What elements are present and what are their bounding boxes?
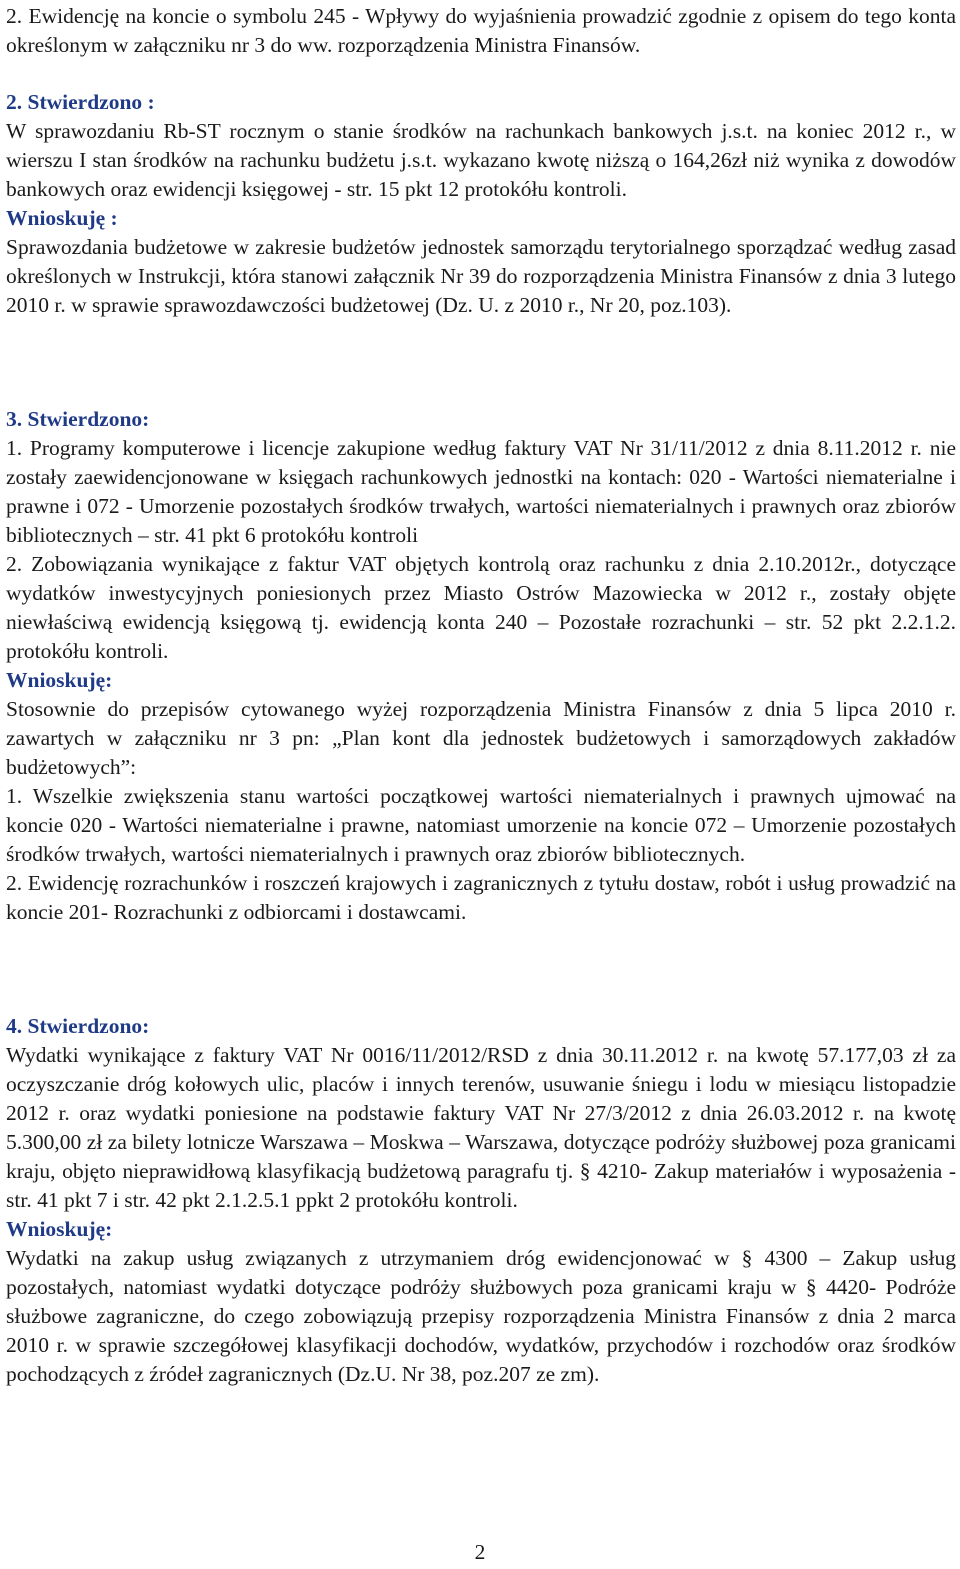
section-heading-4: 4. Stwierdzono: bbox=[6, 1014, 150, 1038]
conclusion-heading: Wnioskuję : bbox=[6, 206, 118, 230]
conclusion-heading: Wnioskuję: bbox=[6, 1217, 113, 1241]
finding-text: W sprawozdaniu Rb-ST rocznym o stanie środków na rachunkach bankowych j.s.t. na koniec 2012 r., w wierszu I stan środków na rachunku budżetu j.s.t. wykazano kwotę niższą o 164,26zł niż wynika z dowodów bankowych oraz ewidencji księgowej - str. 15 pkt 12 protokółu kontroli. bbox=[6, 119, 956, 201]
finding-text: Wydatki wynikające z faktury VAT Nr 0016/11/2012/RSD z dnia 30.11.2012 r. na kwotę 57.177,03 zł za oczyszczanie dróg kołowych ulic, placów i innych terenów, usuwanie śniegu i lodu w miesiącu listopadzie 2012 r. oraz wydatki poniesione na podstawie faktury VAT Nr 27/3/2012 z dnia 26.03.2012 r. na kwotę 5.300,00 zł za bilety lotnicze Warszawa – Moskwa – Warszawa, dotyczące podróży służbowej poza granicami kraju, objęto nieprawidłową klasyfikacją budżetową paragrafu tj. § 4210- Zakup materiałów i wyposażenia - str. 41 pkt 7 i str. 42 pkt 2.1.2.5.1 ppkt 2 protokółu kontroli. bbox=[6, 1043, 956, 1212]
section-3 bbox=[6, 405, 956, 927]
recommendation-2: 2. Ewidencję rozrachunków i roszczeń krajowych i zagranicznych z tytułu dostaw, robót i usług prowadzić na koncie 201- Rozrachunki z odbiorcami i dostawcami. bbox=[6, 871, 956, 924]
section-2 bbox=[6, 88, 956, 320]
section-1-continuation bbox=[6, 2, 956, 60]
section-heading-2: 2. Stwierdzono : bbox=[6, 90, 155, 114]
finding-item-2: 2. Zobowiązania wynikające z faktur VAT objętych kontrolą oraz rachunku z dnia 2.10.2012r., dotyczące wydatków inwestycyjnych poniesionych przez Miasto Ostrów Mazowiecka w 2012 r., zostały objęte niewłaściwą ewidencją księgową tj. ewidencją konta 240 – Pozostałe rozrachunki – str. 52 pkt 2.2.1.2. protokółu kontroli. bbox=[6, 552, 956, 663]
recommendation-2-account-245: 2. Ewidencję na koncie o symbolu 245 - Wpływy do wyjaśnienia prowadzić zgodnie z opisem do tego konta określonym w załączniku nr 3 do ww. rozporządzenia Ministra Finansów. bbox=[6, 4, 956, 57]
conclusion-text: Sprawozdania budżetowe w zakresie budżetów jednostek samorządu terytorialnego sporządzać według zasad określonych w Instrukcji, która stanowi załącznik Nr 39 do rozporządzenia Ministra Finansów z dnia 3 lutego 2010 r. w sprawie sprawozdawczości budżetowej (Dz. U. z 2010 r., Nr 20, poz.103). bbox=[6, 235, 956, 317]
section-heading-3: 3. Stwierdzono: bbox=[6, 407, 150, 431]
section-4 bbox=[6, 1012, 956, 1389]
finding-item-1: 1. Programy komputerowe i licencje zakupione według faktury VAT Nr 31/11/2012 z dnia 8.11.2012 r. nie zostały zaewidencjonowane w księgach rachunkowych jednostki na kontach: 020 - Wartości niematerialne i prawne i 072 - Umorzenie pozostałych środków trwałych, wartości niematerialnych i prawnych oraz zbiorów bibliotecznych – str. 41 pkt 6 protokółu kontroli bbox=[6, 436, 956, 547]
conclusion-intro: Stosownie do przepisów cytowanego wyżej rozporządzenia Ministra Finansów z dnia 5 lipca 2010 r. zawartych w załączniku nr 3 pn: „Plan kont dla jednostek budżetowych i samorządowych zakładów budżetowych”: bbox=[6, 697, 956, 779]
conclusion-heading: Wnioskuję: bbox=[6, 668, 113, 692]
page-number: 2 bbox=[474, 1540, 486, 1564]
conclusion-text: Wydatki na zakup usług związanych z utrzymaniem dróg ewidencjonować w § 4300 – Zakup usług pozostałych, natomiast wydatki dotyczące podróży służbowych poza granicami kraju w § 4420- Podróże służbowe zagraniczne, do czego zobowiązują przepisy rozporządzenia Ministra Finansów z dnia 2 marca 2010 r. w sprawie szczegółowej klasyfikacji dochodów, wydatków, przychodów i rozchodów oraz środków pochodzących z źródeł zagranicznych (Dz.U. Nr 38, poz.207 ze zm). bbox=[6, 1246, 956, 1386]
recommendation-1: 1. Wszelkie zwiększenia stanu wartości początkowej wartości niematerialnych i prawnych ujmować na koncie 020 - Wartości niematerialne i prawne, natomiast umorzenie na koncie 072 – Umorzenie pozostałych środków trwałych, wartości niematerialnych i prawnych oraz zbiorów bibliotecznych. bbox=[6, 784, 956, 866]
